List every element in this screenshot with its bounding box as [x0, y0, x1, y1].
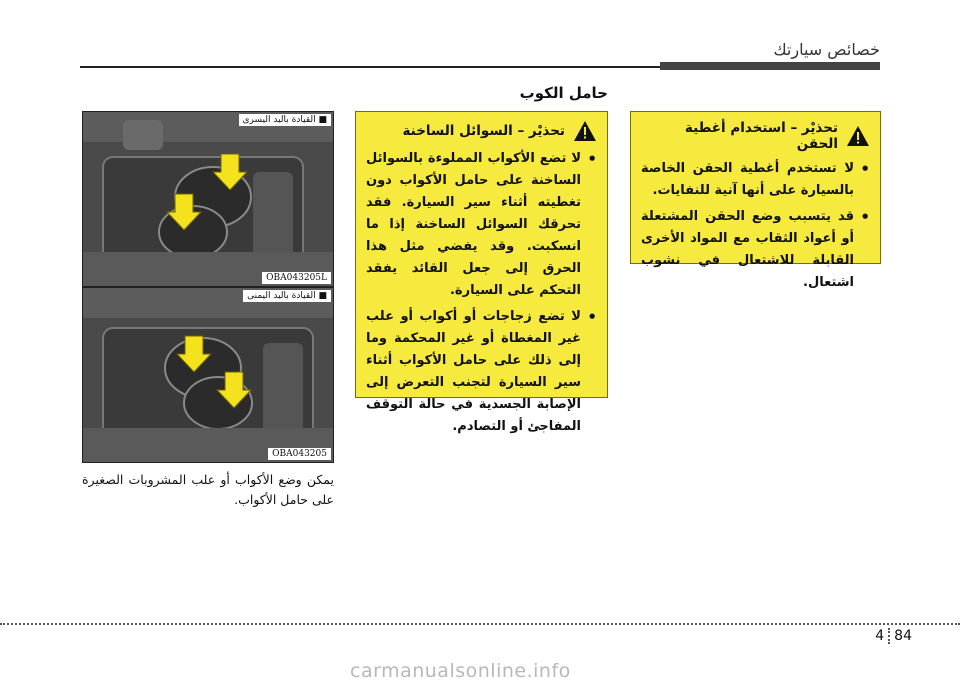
figure-code: OBA043205: [268, 448, 331, 460]
figure-cupholder-lhd: [82, 111, 334, 287]
cupholder-illustration: [83, 288, 334, 463]
section-title: خصائص سيارتك: [773, 40, 880, 59]
warning-title: تحذيْر – السوائل الساخنة: [402, 123, 565, 139]
chapter-number: 4: [875, 628, 885, 644]
warning-header: [641, 120, 870, 152]
watermark: carmanualsonline.info: [350, 660, 571, 682]
warning-item: • لا تضع زجاجات أو أكواب أو علب غير المغطاة أو غير المحكمة وما إلى ذلك على حامل الأكواب أثناء سير السيارة لتجنب التعرض إلى الإصابة الجسدية في حالة التوقف المفاجئ أو التصادم.: [366, 306, 597, 438]
page-heading: حامل الكوب: [519, 84, 608, 102]
warning-title: تحذيْر – استخدام أغطية الحقن: [684, 120, 838, 152]
warning-list: [641, 158, 870, 294]
page-number: [875, 628, 912, 644]
warning-header: [366, 120, 597, 142]
warning-box-hot-liquids: [355, 111, 608, 434]
footer-rule: [0, 623, 960, 625]
warning-triangle-icon: [573, 120, 597, 142]
header-bar: [660, 62, 880, 70]
warning-list: [366, 148, 597, 438]
figure-label: ■ القيادة باليد اليمنى: [243, 290, 331, 302]
figure-label: ■ القيادة باليد اليسرى: [239, 114, 332, 126]
warning-box-ashtray: [630, 111, 881, 290]
warning-item: • لا تستخدم أغطية الحقن الخاصة بالسيارة على أنها آنية للنفايات.: [641, 158, 870, 202]
warning-item: • لا تضع الأكواب المملوءة بالسوائل الساخنة على حامل الأكواب دون تغطيته أثناء سير السيارة. فقد تحرقك السوائل الساخنة إذا ما انسكبت. وقد يفضي مثل هذا الحرق إلى جعل القائد يفقد التحكم على السيارة.: [366, 148, 597, 302]
figure-cupholder-rhd: [82, 287, 334, 463]
figure-caption: يمكن وضع الأكواب أو علب المشروبات الصغيرة على حامل الأكواب.: [82, 472, 334, 507]
warning-triangle-icon: [846, 125, 870, 147]
figure-code: OBA043205L: [262, 272, 331, 284]
cupholder-illustration: [83, 112, 334, 287]
warning-item: • قد يتسبب وضع الحقن المشتعلة أو أعواد الثقاب مع المواد الأخرى القابلة للاشتعال في نشوب اشتعال.: [641, 206, 870, 294]
page-separator: [888, 628, 890, 644]
page-number-value: 84: [894, 628, 912, 644]
